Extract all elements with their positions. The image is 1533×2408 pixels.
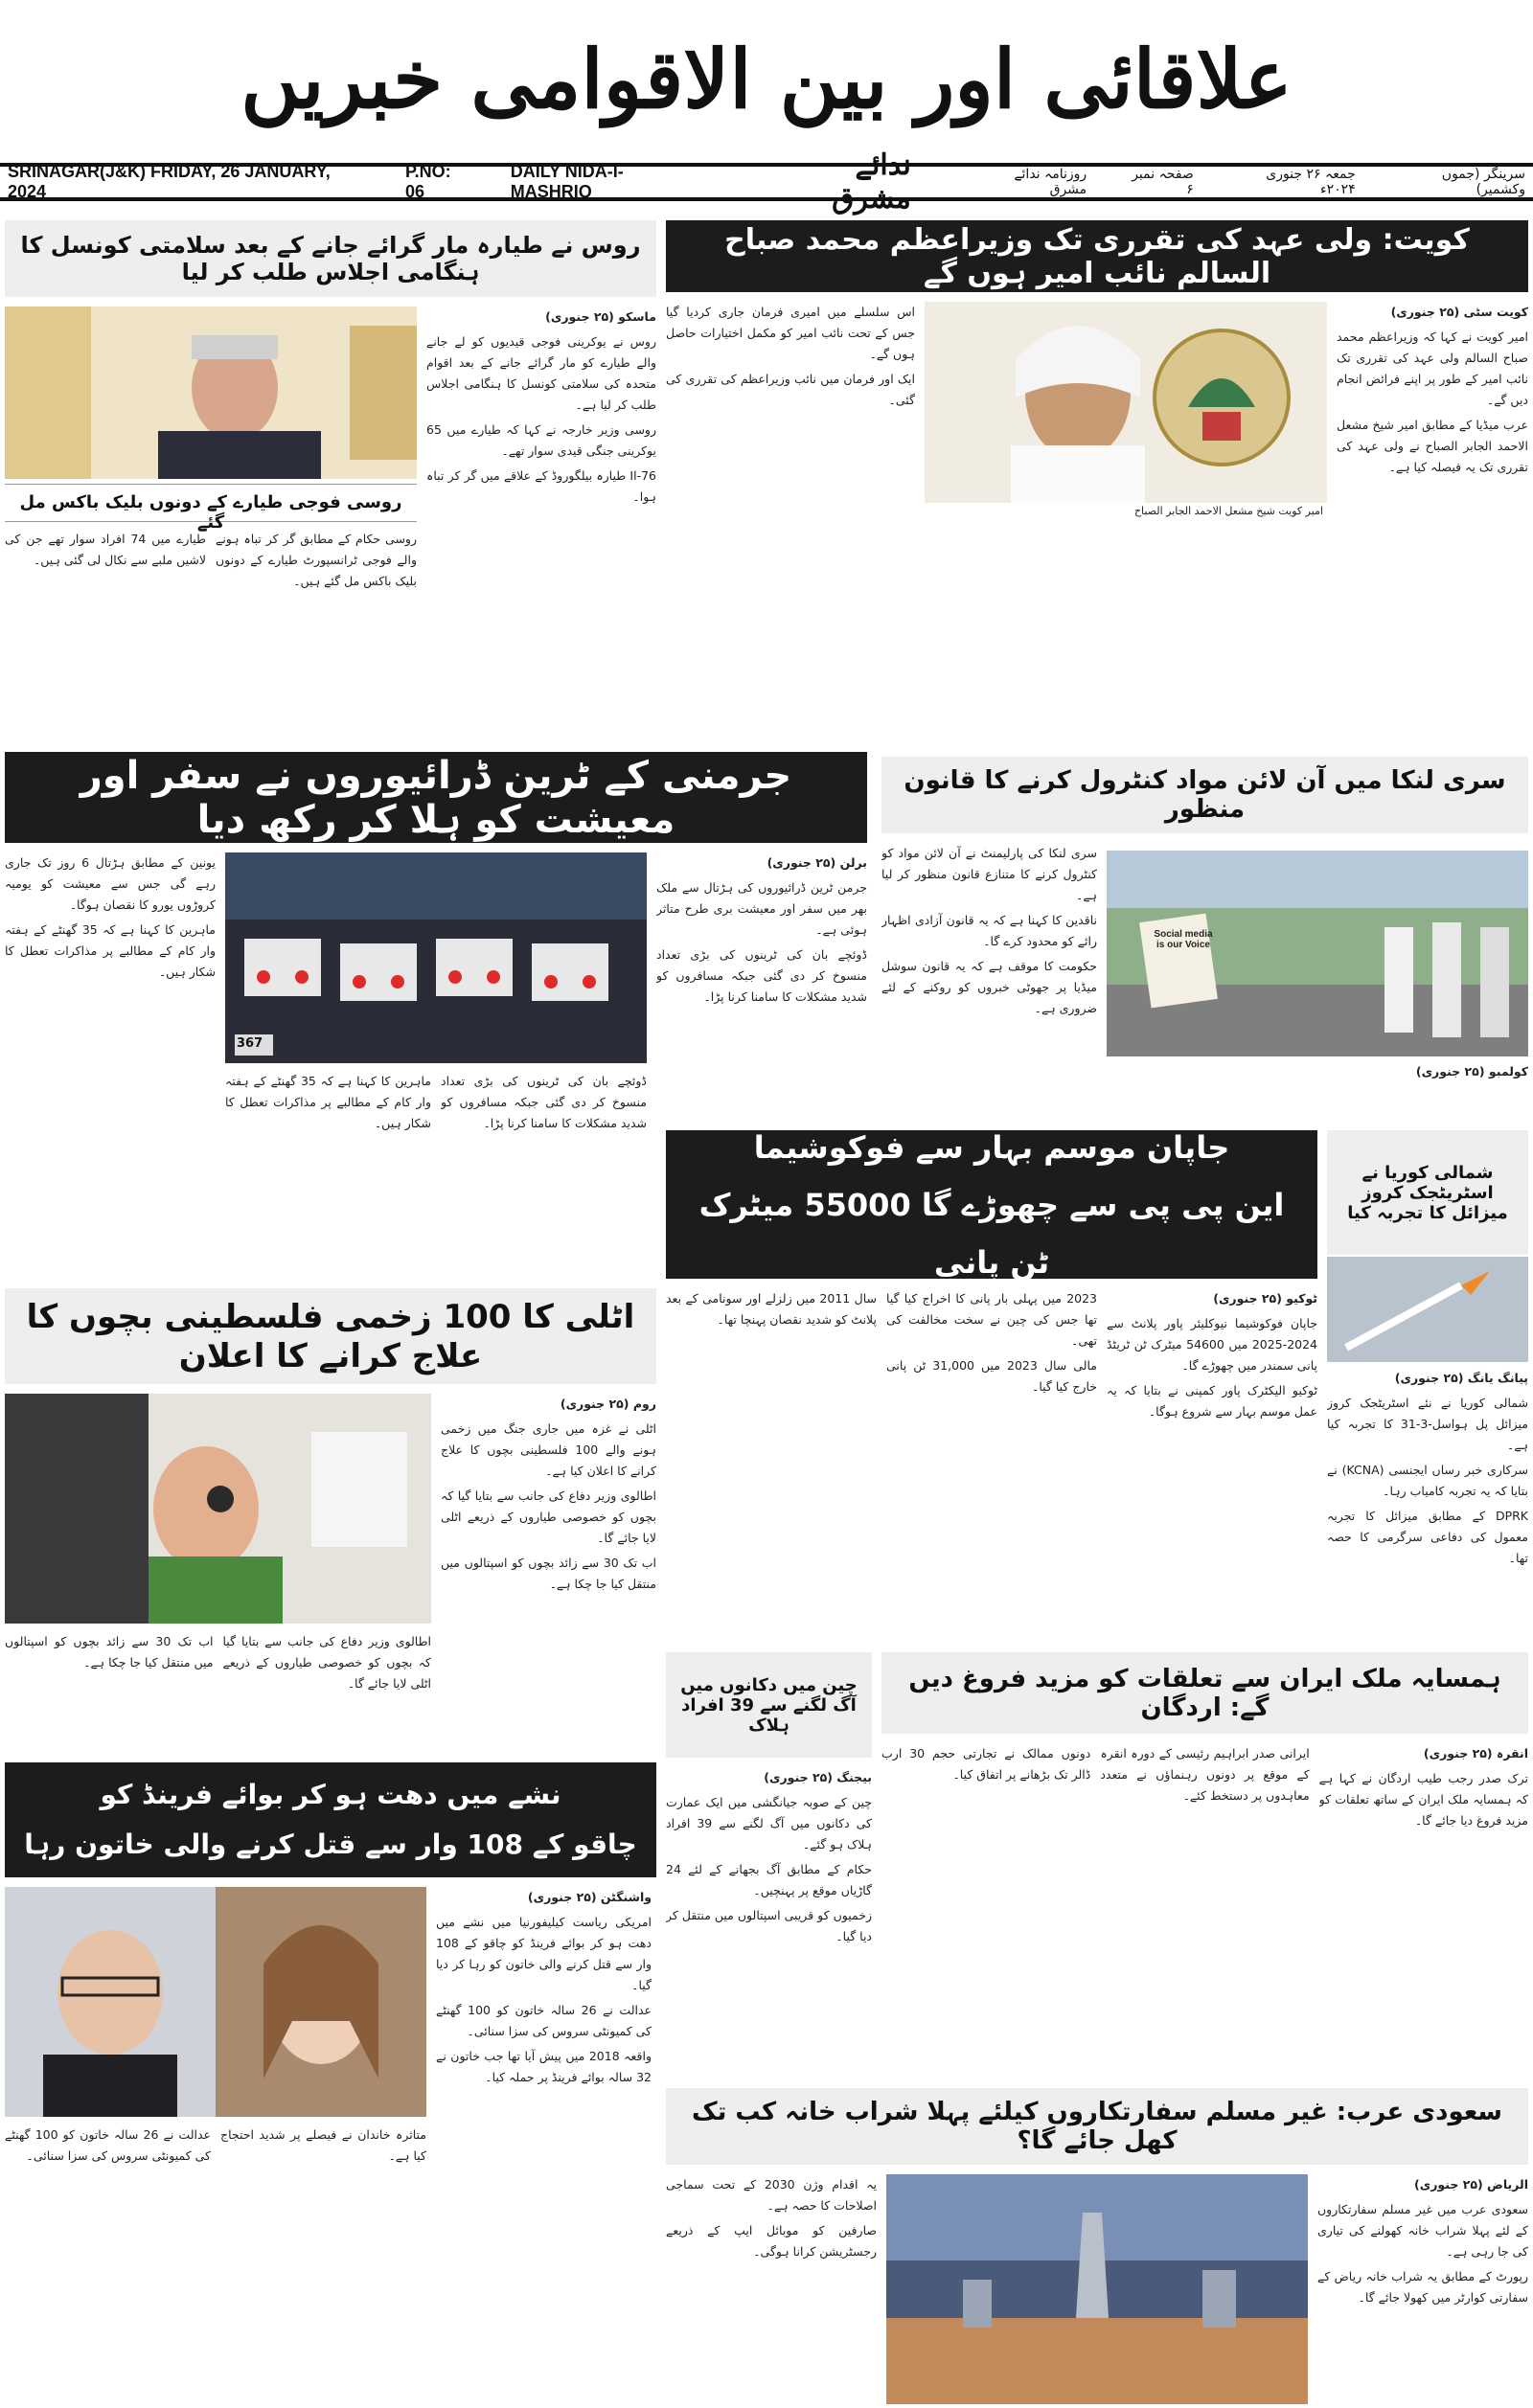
- germany-col-4: [225, 1071, 431, 1262]
- japan-story: [666, 1288, 1317, 1647]
- russia-subheadline: روسی فوجی طیارے کے دونوں بلیک باکس مل گئے: [5, 484, 417, 522]
- turkey-headline: ہمسایہ ملک ایران سے تعلقات کو مزید فروغ دیں گے: اردگان: [881, 1652, 1528, 1734]
- urdu-city: سرینگر (جموں وکشمیر): [1441, 167, 1525, 197]
- germany-para: یونین کے مطابق ہڑتال 6 روز تک جاری رہے گی جس سے معیشت کو یومیہ کروڑوں یورو کا نقصان ہوگا۔: [5, 855, 216, 912]
- stabbing-col-2: [220, 2124, 426, 2402]
- saudi-photo: [886, 2174, 1308, 2404]
- paper-name: DAILY NIDA-I-MASHRIQ: [510, 162, 624, 201]
- russia-para: روس نے یوکرینی فوجی قیدیوں کو لے جانے والے طیارے کو مار گرائے جانے کے بعد اقوام متحدہ کی سلامتی کونسل کا ہنگامی اجلاس طلب کر لیا ہے۔: [426, 334, 656, 412]
- china-para: چین کے صوبہ جیانگشی میں ایک عمارت کی دکانوں میں آگ لگنے سے 39 افراد ہلاک ہو گئے۔: [666, 1795, 872, 1851]
- russia-para: روسی وزیر خارجہ نے کہا کہ طیارے میں 65 یوکرینی جنگی قیدی سوار تھے۔: [426, 422, 656, 458]
- turkey-story: [881, 1743, 1528, 2083]
- germany-para: ڈوئچے بان کی ٹرینوں کی بڑی تعداد منسوخ کر دی گئی جبکہ مسافروں کو شدید مشکلات کا سامنا کرنا پڑا۔: [656, 947, 867, 1004]
- russia-photo: [5, 307, 417, 479]
- japan-headline-line1: جاپان موسم بہار سے فوکوشیما: [753, 1128, 1230, 1166]
- italy-story: [5, 1394, 656, 1729]
- stabbing-headline: [5, 1762, 656, 1877]
- germany-para: ڈوئچے بان کی ٹرینوں کی بڑی تعداد منسوخ کر دی گئی جبکہ مسافروں کو شدید مشکلات کا سامنا کرنا پڑا۔: [441, 1074, 647, 1130]
- kuwait-para: ایک اور فرمان میں نائب وزیراعظم کی تقرری کی گئی۔: [666, 372, 915, 407]
- kuwait-para: اس سلسلے میں امیری فرمان جاری کردیا گیا جس کے تحت نائب امیر کو مکمل اختیارات حاصل ہوں گے۔: [666, 305, 915, 361]
- japan-para: مالی سال 2023 میں 31,000 ٹن پانی خارج کیا گیا۔: [886, 1358, 1097, 1394]
- germany-dateline: برلن (۲۵ جنوری): [766, 855, 867, 870]
- russia-sub-para: طیارے میں 74 افراد سوار تھے جن کی لاشیں ملبے سے نکال لی گئی ہیں۔: [5, 532, 206, 567]
- russia-dateline: ماسکو (۲۵ جنوری): [545, 309, 656, 324]
- china-dateline: بیجنگ (۲۵ جنوری): [764, 1770, 872, 1784]
- japan-headline: [666, 1130, 1317, 1279]
- russia-col-1: [426, 307, 656, 728]
- northkorea-para: شمالی کوریا نے نئے اسٹریٹجک کروز میزائل پل ہواسل-3-31 کا تجربہ کیا ہے۔: [1327, 1396, 1528, 1452]
- italy-para: اٹلی نے غزہ میں جاری جنگ میں زخمی ہونے والے 100 فلسطینی بچوں کا علاج کرانے کا اعلان کیا ہے۔: [441, 1421, 656, 1478]
- saudi-dateline: الریاض (۲۵ جنوری): [1414, 2177, 1528, 2192]
- srilanka-story: [881, 843, 1528, 1121]
- japan-headline-line2: این پی پی سے چھوڑے گا 55000 میٹرک ٹن پانی: [698, 1186, 1285, 1281]
- italy-headline: اٹلی کا 100 زخمی فلسطینی بچوں کا علاج کرانے کا اعلان: [5, 1288, 656, 1384]
- srilanka-headline: سری لنکا میں آن لائن مواد کنٹرول کرنے کا قانون منظور: [881, 757, 1528, 833]
- kuwait-photo-wrap: [925, 302, 1327, 728]
- srilanka-columns: [881, 843, 1097, 1121]
- kuwait-photo: [925, 302, 1327, 503]
- srilanka-dateline: کولمبو (۲۵ جنوری): [1415, 1064, 1528, 1079]
- northkorea-dateline: پیانگ یانگ (۲۵ جنوری): [1394, 1371, 1528, 1385]
- kuwait-dateline: کویت سٹی (۲۵ جنوری): [1390, 305, 1528, 319]
- saudi-col-1: [1317, 2174, 1528, 2404]
- saudi-story: [666, 2174, 1528, 2404]
- northkorea-para: DPRK کے مطابق میزائل کا تجربہ معمول کی دفاعی سرگرمی کا حصہ تھا۔: [1327, 1509, 1528, 1565]
- saudi-left-col: [666, 2174, 877, 2404]
- page-number: P.NO: 06: [404, 162, 451, 201]
- china-col: [666, 1767, 872, 2083]
- japan-para: ٹوکیو الیکٹرک پاور کمپنی نے بتایا کہ یہ عمل موسم بہار سے شروع ہوگا۔: [1107, 1383, 1317, 1419]
- urdu-date: جمعہ ۲۶ جنوری ۲۰۲۴ء: [1266, 167, 1356, 197]
- china-headline: چین میں دکانوں میں آگ لگنے سے 39 افراد ہلاک: [666, 1652, 872, 1758]
- northkorea-story: [1327, 1368, 1528, 1646]
- srilanka-para: سری لنکا کی پارلیمنٹ نے آن لائن مواد کو کنٹرول کرنے کا متنازع قانون منظور کر لیا ہے۔: [881, 846, 1097, 902]
- russia-sub-columns: [5, 529, 417, 725]
- stabbing-dateline: واشنگٹن (۲۵ جنوری): [527, 1890, 652, 1904]
- turkey-col-2: [1100, 1743, 1309, 2083]
- srilanka-para: ناقدین کا کہنا ہے کہ یہ قانون آزادی اظہار رائے کو محدود کرے گا۔: [881, 913, 1097, 948]
- turkey-col-1: [1319, 1743, 1528, 2083]
- germany-para: جرمن ٹرین ڈرائیوروں کی ہڑتال سے ملک بھر میں سفر اور معیشت بری طرح متاثر ہوئی ہے۔: [656, 880, 867, 937]
- stabbing-col-3: [5, 2124, 211, 2402]
- japan-dateline: ٹوکیو (۲۵ جنوری): [1213, 1291, 1317, 1306]
- saudi-right-col: [1317, 2174, 1528, 2404]
- stabbing-columns: [436, 1887, 652, 2404]
- stabbing-story: [5, 1887, 656, 2404]
- stabbing-para: متاثرہ خاندان نے فیصلے پر شدید احتجاج کیا ہے۔: [220, 2127, 426, 2163]
- turkey-dateline: انقرہ (۲۵ جنوری): [1423, 1746, 1528, 1761]
- kuwait-para: امیر کویت نے کہا کہ وزیراعظم محمد صباح السالم ولی عہد کی تقرری تک نائب امیر کے طور پر اپنے فرائض انجام دیں گے۔: [1337, 329, 1528, 407]
- srilanka-col-2: [1107, 1061, 1528, 1119]
- italy-bottom-cols: [5, 1631, 431, 1727]
- italy-para: اطالوی وزیر دفاع کی جانب سے بتایا گیا کہ بچوں کو خصوصی طیاروں کے ذریعے اٹلی لایا جائے گا۔: [222, 1634, 431, 1691]
- germany-photo-tag: 367: [237, 1036, 263, 1051]
- russia-columns: [426, 307, 656, 728]
- japan-para: سال 2011 میں زلزلے اور سونامی کے بعد پلانٹ کو شدید نقصان پہنچا تھا۔: [666, 1291, 877, 1327]
- italy-photo: [5, 1394, 431, 1624]
- japan-col-1: [1107, 1288, 1317, 1647]
- srilanka-sign-text: Social media is our Voice: [1154, 929, 1213, 950]
- russia-story: [5, 307, 656, 728]
- stabbing-para: عدالت نے 26 سالہ خاتون کو 100 گھنٹے کی کمیونٹی سروس کی سزا سنائی۔: [436, 2003, 652, 2038]
- stabbing-photo: [5, 1887, 426, 2117]
- russia-sub-para: روسی حکام کے مطابق گر کر تباہ ہونے والے فوجی ٹرانسپورٹ طیارے کے دونوں بلیک باکس مل گئے ہیں۔: [216, 532, 417, 588]
- japan-col-2: [886, 1288, 1097, 1647]
- masthead-title: علاقائی اور بین الاقوامی خبریں: [240, 32, 1293, 126]
- stabbing-para: عدالت نے 26 سالہ خاتون کو 100 گھنٹے کی کمیونٹی سروس کی سزا سنائی۔: [5, 2127, 211, 2163]
- japan-para: 2023 میں پہلی بار پانی کا اخراج کیا گیا تھا جس کی چین نے سخت مخالفت کی تھی۔: [886, 1291, 1097, 1348]
- russia-sub-col-2: [5, 529, 206, 725]
- russia-headline: روس نے طیارہ مار گرائے جانے کے بعد سلامتی کونسل کا ہنگامی اجلاس طلب کر لیا: [5, 220, 656, 297]
- kuwait-col-1: [1337, 302, 1528, 728]
- russia-sub-col-1: [216, 529, 417, 725]
- northkorea-photo: [1327, 1257, 1528, 1362]
- urdu-page-number: صفحہ نمبر ۶: [1132, 167, 1194, 197]
- turkey-para: ایرانی صدر ابراہیم رئیسی کے دورہ انقرہ کے موقع پر دونوں رہنماؤں نے متعدد معاہدوں پر دستخط کئے۔: [1100, 1746, 1310, 1803]
- edition-date: SRINAGAR(J&K) FRIDAY, 26 JANUARY, 2024: [8, 162, 331, 201]
- china-para: حکام کے مطابق آگ بجھانے کے لئے 24 گاڑیاں موقع پر پہنچیں۔: [666, 1862, 872, 1897]
- turkey-para: ترک صدر رجب طیب اردگان نے کہا ہے کہ ہمسایہ ملک ایران کے ساتھ تعلقات کو مزید فروغ دیا جائے گا۔: [1318, 1771, 1528, 1828]
- stabbing-headline-line1: نشے میں دھت ہو کر بوائے فرینڈ کو: [100, 1779, 561, 1810]
- germany-bottom-cols: [225, 1071, 647, 1262]
- italy-col-1: [441, 1394, 656, 1729]
- stabbing-bottom-cols: [5, 2124, 426, 2402]
- germany-col-3: [441, 1071, 647, 1262]
- turkey-col-3: [881, 1743, 1090, 2083]
- italy-dateline: روم (۲۵ جنوری): [560, 1397, 656, 1411]
- northkorea-col: [1327, 1368, 1528, 1646]
- northkorea-headline: شمالی کوریا نے اسٹریٹجک کروز میزائل کا تجربہ کیا: [1327, 1130, 1528, 1255]
- dateline-bar: [0, 148, 1533, 216]
- russia-para: 76-Il طیارہ بیلگوروڈ کے علاقے میں گر کر تباہ ہوا۔: [426, 468, 656, 504]
- saudi-para: صارفین کو موبائل ایپ کے ذریعے رجسٹریشن کرانا ہوگی۔: [666, 2223, 877, 2259]
- turkey-para: دونوں ممالک نے تجارتی حجم 30 ارب ڈالر تک بڑھانے پر اتفاق کیا۔: [881, 1746, 1091, 1782]
- italy-col-2: [223, 1631, 432, 1727]
- china-story: [666, 1767, 872, 2083]
- germany-headline: جرمنی کے ٹرین ڈرائیوروں نے سفر اور معیشت کو ہلا کر رکھ دیا: [5, 752, 867, 843]
- paper-logo: ندائے مشرق: [832, 148, 911, 216]
- germany-left-col: [5, 852, 216, 1264]
- kuwait-para: عرب میڈیا کے مطابق امیر شیخ مشعل الاحمد الجابر الصباح نے ولی عہد کی تقرری تک یہ فیصلہ کیا ہے۔: [1337, 418, 1528, 474]
- stabbing-headline-line2: چاقو کے 108 وار سے قتل کرنے والی خاتون رہا: [24, 1829, 637, 1860]
- saudi-headline: سعودی عرب: غیر مسلم سفارتکاروں کیلئے پہلا شراب خانہ کب تک کھل جائے گا؟: [666, 2088, 1528, 2165]
- italy-para: اب تک 30 سے زائد بچوں کو اسپتالوں میں منتقل کیا جا چکا ہے۔: [5, 1634, 214, 1670]
- stabbing-para: واقعہ 2018 میں پیش آیا تھا جب خاتون نے 32 سالہ بوائے فرینڈ پر حملہ کیا۔: [436, 2049, 652, 2084]
- kuwait-col-3: [666, 302, 915, 728]
- italy-col-3: [5, 1631, 214, 1727]
- japan-para: جاپان فوکوشیما نیوکلیئر پاور پلانٹ سے 2024-2025 میں 54600 میٹرک ٹن ٹریٹڈ پانی سمندر میں چھوڑے گا۔: [1107, 1316, 1317, 1373]
- stabbing-para: امریکی ریاست کیلیفورنیا میں نشے میں دھت ہو کر بوائے فرینڈ کو چاقو کے 108 وار سے قتل کرنے والی خاتون کو رہا کر دیا گیا۔: [436, 1915, 652, 1992]
- saudi-para: یہ اقدام وژن 2030 کے تحت سماجی اصلاحات کا حصہ ہے۔: [666, 2177, 877, 2213]
- italy-columns: [441, 1394, 656, 1729]
- germany-col-2: [5, 852, 216, 1264]
- srilanka-col-1: [881, 843, 1097, 1121]
- kuwait-caption: امیر کویت شیخ مشعل الاحمد الجابر الصباح: [1133, 505, 1323, 517]
- srilanka-para: حکومت کا موقف ہے کہ یہ قانون سوشل میڈیا پر جھوٹی خبروں کو روکنے کے لئے ضروری ہے۔: [881, 959, 1097, 1015]
- japan-col-3: [666, 1288, 877, 1647]
- germany-photo: [225, 852, 647, 1063]
- saudi-col-2: [666, 2174, 877, 2404]
- stabbing-col-1: [436, 1887, 652, 2404]
- urdu-paper-name: روزنامہ ندائے مشرق: [1014, 167, 1087, 197]
- germany-para: ماہرین کا کہنا ہے کہ 35 گھنٹے کے ہفتہ وار کام کے مطالبے پر مذاکرات تعطل کا شکار ہیں۔: [5, 922, 216, 979]
- saudi-para: رپورٹ کے مطابق یہ شراب خانہ ریاض کے سفارتی کوارٹر میں کھولا جائے گا۔: [1317, 2269, 1528, 2305]
- northkorea-para: سرکاری خبر رساں ایجنسی (KCNA) نے بتایا کہ یہ تجربہ کامیاب رہا۔: [1327, 1463, 1528, 1498]
- germany-para: ماہرین کا کہنا ہے کہ 35 گھنٹے کے ہفتہ وار کام کے مطالبے پر مذاکرات تعطل کا شکار ہیں۔: [225, 1074, 431, 1130]
- italy-para: اطالوی وزیر دفاع کی جانب سے بتایا گیا کہ بچوں کو خصوصی طیاروں کے ذریعے اٹلی لایا جائے گا۔: [441, 1488, 656, 1545]
- china-para: زخمیوں کو قریبی اسپتالوں میں منتقل کر دیا گیا۔: [666, 1908, 872, 1943]
- srilanka-photo: [1107, 851, 1528, 1056]
- kuwait-headline: کویت: ولی عہد کی تقرری تک وزیراعظم محمد صباح السالم نائب امیر ہوں گے: [666, 220, 1528, 292]
- kuwait-story: [666, 302, 1528, 728]
- italy-para: اب تک 30 سے زائد بچوں کو اسپتالوں میں منتقل کیا جا چکا ہے۔: [441, 1556, 656, 1591]
- saudi-para: سعودی عرب میں غیر مسلم سفارتکاروں کے لئے پہلا شراب خانہ کھولنے کی تیاری کی جا رہی ہے۔: [1317, 2202, 1528, 2259]
- srilanka-bottom-cols: [1107, 1061, 1528, 1119]
